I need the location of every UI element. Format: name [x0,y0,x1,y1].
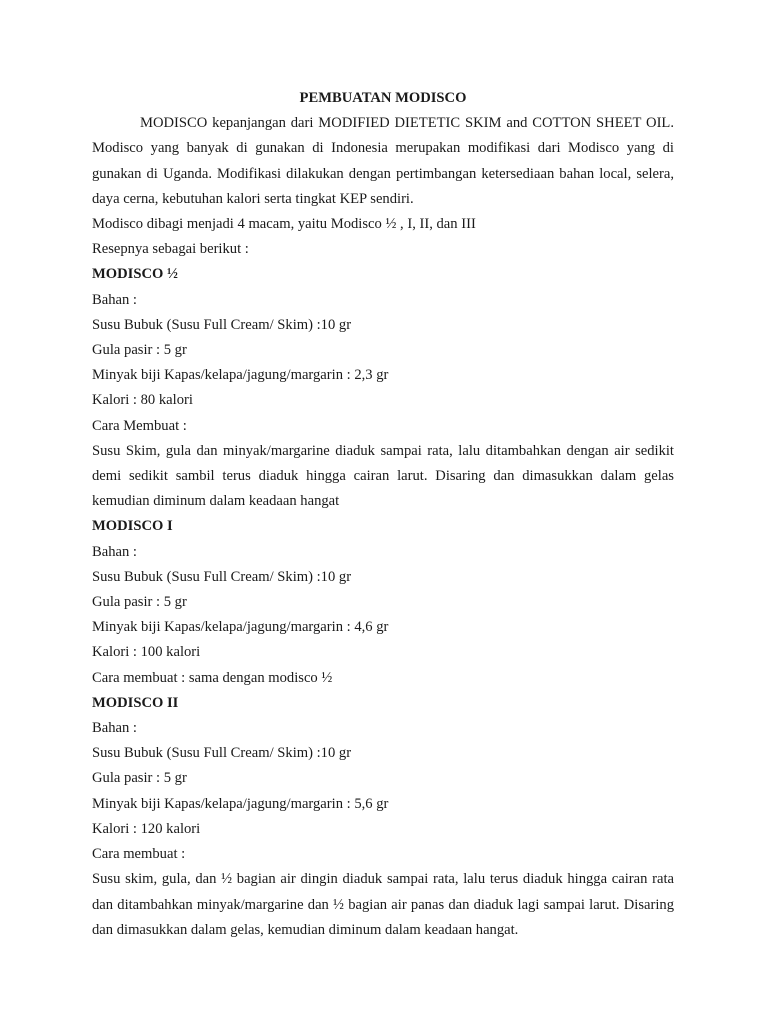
section-heading-modisco-half: MODISCO ½ [92,266,178,283]
ingredient-minyak: Minyak biji Kapas/kelapa/jagung/margarin : 4,6 gr [92,619,389,636]
ingredient-gula: Gula pasir : 5 gr [92,342,187,359]
bahan-label: Bahan : [92,543,137,560]
recipe-intro: Resepnya sebagai berikut : [92,241,249,258]
types-line: Modisco dibagi menjadi 4 macam, yaitu Modisco ½ , I, II, dan III [92,216,476,233]
cara-label: Cara membuat : sama dengan modisco ½ [92,669,333,686]
kalori-line: Kalori : 120 kalori [92,820,201,837]
section-heading-modisco-1: MODISCO I [92,518,173,535]
cara-label: Cara Membuat : [92,417,187,434]
bahan-label: Bahan : [92,720,137,737]
document-title: PEMBUATAN MODISCO [299,90,467,106]
ingredient-minyak: Minyak biji Kapas/kelapa/jagung/margarin : 5,6 gr [92,795,389,812]
kalori-line: Kalori : 100 kalori [92,644,201,661]
ingredient-gula: Gula pasir : 5 gr [92,770,187,787]
bahan-label: Bahan : [92,291,137,308]
ingredient-susu: Susu Bubuk (Susu Full Cream/ Skim) :10 gr [92,568,352,585]
ingredient-minyak: Minyak biji Kapas/kelapa/jagung/margarin : 2,3 gr [92,367,389,384]
ingredient-susu: Susu Bubuk (Susu Full Cream/ Skim) :10 gr [92,745,352,762]
cara-label: Cara membuat : [92,846,186,863]
intro-paragraph: MODISCO kepanjangan dari MODIFIED DIETETIC SKIM and COTTON SHEET OIL. Modisco yang banyak di gunakan di Indonesia merupakan modifikasi dari Modisco yang di gunakan di Uganda. Modifikasi dilakukan dengan pertimbangan ketersediaan bahan local, selera, daya cerna, kebutuhan kalori serta tingkat KEP sendiri. [92,115,674,207]
section-heading-modisco-2: MODISCO II [92,694,179,711]
cara-paragraph: Susu skim, gula, dan ½ bagian air dingin diaduk sampai rata, lalu terus diaduk hingga cairan rata dan ditambahkan minyak/margarine dan ½ bagian air panas dan diaduk lagi sampai larut. Disaring dan dimasukkan dalam gelas, kemudian diminum dalam keadaan hangat. [92,871,674,938]
ingredient-susu: Susu Bubuk (Susu Full Cream/ Skim) :10 gr [92,316,352,333]
ingredient-gula: Gula pasir : 5 gr [92,594,187,611]
kalori-line: Kalori : 80 kalori [92,392,193,409]
document-page [92,86,674,943]
cara-paragraph: Susu Skim, gula dan minyak/margarine diaduk sampai rata, lalu ditambahkan dengan air sedikit demi sedikit sambil terus diaduk hingga cairan larut. Disaring dan dimasukkan dalam gelas kemudian diminum dalam keadaan hangat [92,442,674,510]
